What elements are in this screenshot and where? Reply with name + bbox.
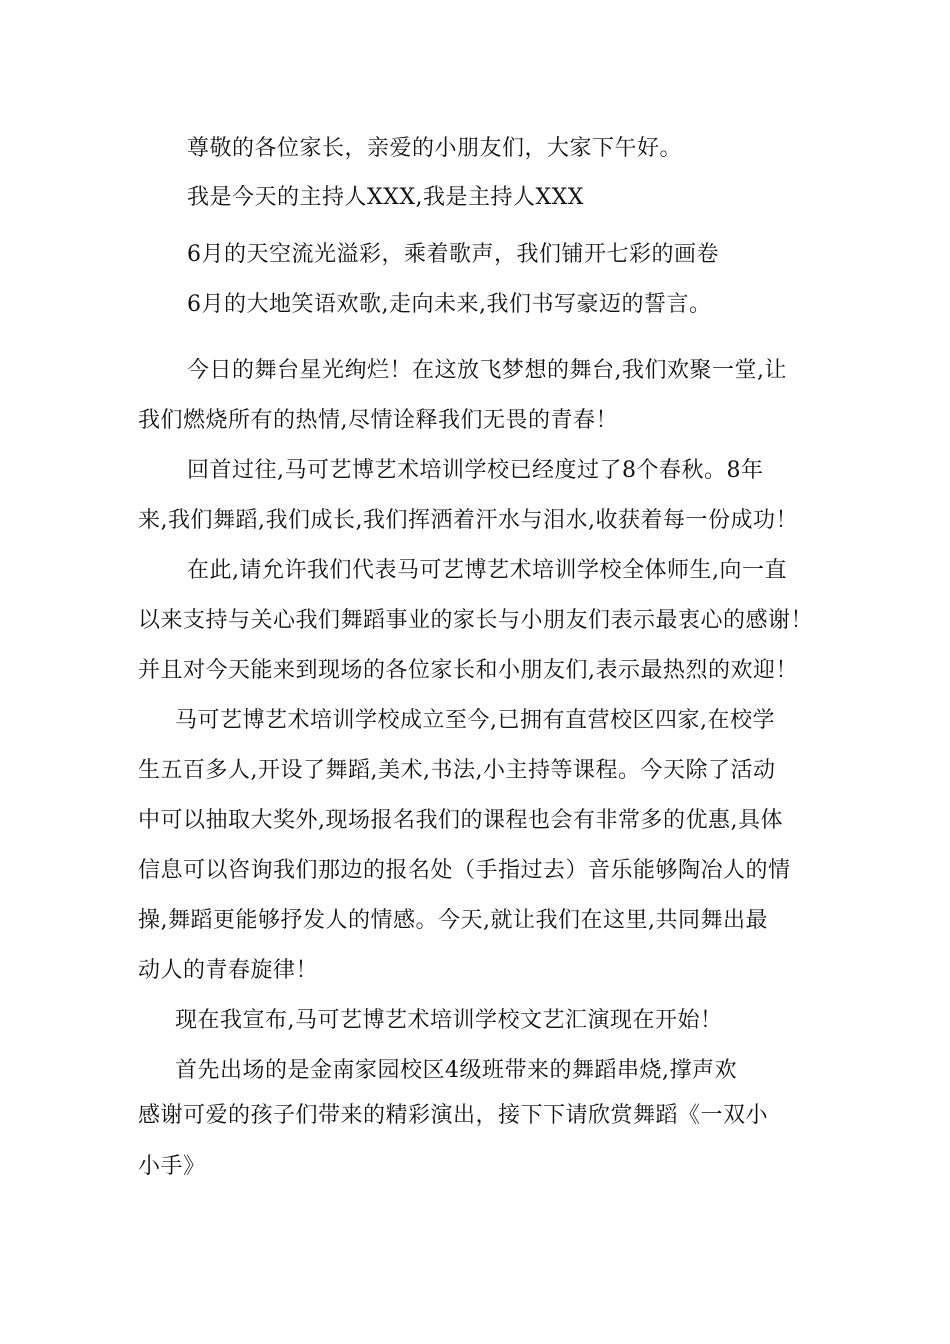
text-line: 回首过往,马可艺博艺术培训学校已经度过了8个春秋。8年: [187, 458, 764, 483]
text-line: 中可以抽取大奖外,现场报名我们的课程也会有非常多的优惠,具体: [138, 808, 783, 833]
text-line: 我是今天的主持人XXX,我是主持人XXX: [187, 185, 584, 210]
text-line: 动人的青春旋律！: [138, 958, 319, 983]
text-line: 来,我们舞蹈,我们成长,我们挥洒着汗水与泪水,收获着每一份成功！: [138, 508, 798, 533]
text-line: 尊敬的各位家长，亲爱的小朋友们，大家下午好。: [187, 136, 683, 161]
text-line: 生五百多人,开设了舞蹈,美术,书法,小主持等课程。今天除了活动: [138, 758, 776, 783]
text-line: 现在我宣布,马可艺博艺术培训学校文艺汇演现在开始！: [175, 1008, 723, 1033]
text-line: 6月的大地笑语欢歌,走向未来,我们书写豪迈的誓言。: [187, 292, 712, 317]
text-line: 并且对今天能来到现场的各位家长和小朋友们,表示最热烈的欢迎！: [138, 658, 798, 683]
text-line: 操,舞蹈更能够抒发人的情感。今天,就让我们在这里,共同舞出最: [138, 908, 768, 933]
text-line: 小手》: [138, 1154, 206, 1179]
text-line: 6月的天空流光溢彩，乘着歌声，我们铺开七彩的画卷: [187, 242, 719, 267]
text-line: 我们燃烧所有的热情,尽情诠释我们无畏的青春！: [138, 408, 618, 433]
text-line: 马可艺博艺术培训学校成立至今,已拥有直营校区四家,在校学: [175, 708, 775, 733]
text-line: 首先出场的是金南家园校区4级班带来的舞蹈串烧,撑声欢: [175, 1058, 737, 1083]
text-line: 感谢可爱的孩子们带来的精彩演出，接下下请欣赏舞蹈《一双小: [138, 1103, 769, 1128]
text-line: 在此,请允许我们代表马可艺博艺术培训学校全体师生,向一直: [187, 558, 787, 583]
text-line: 信息可以咨询我们那边的报名处（手指过去）音乐能够陶冶人的情: [138, 858, 791, 883]
text-line: 以来支持与关心我们舞蹈事业的家长与小朋友们表示最衷心的感谢！: [138, 608, 814, 633]
text-line: 今日的舞台星光绚烂！在这放飞梦想的舞台,我们欢聚一堂,让: [187, 358, 787, 383]
